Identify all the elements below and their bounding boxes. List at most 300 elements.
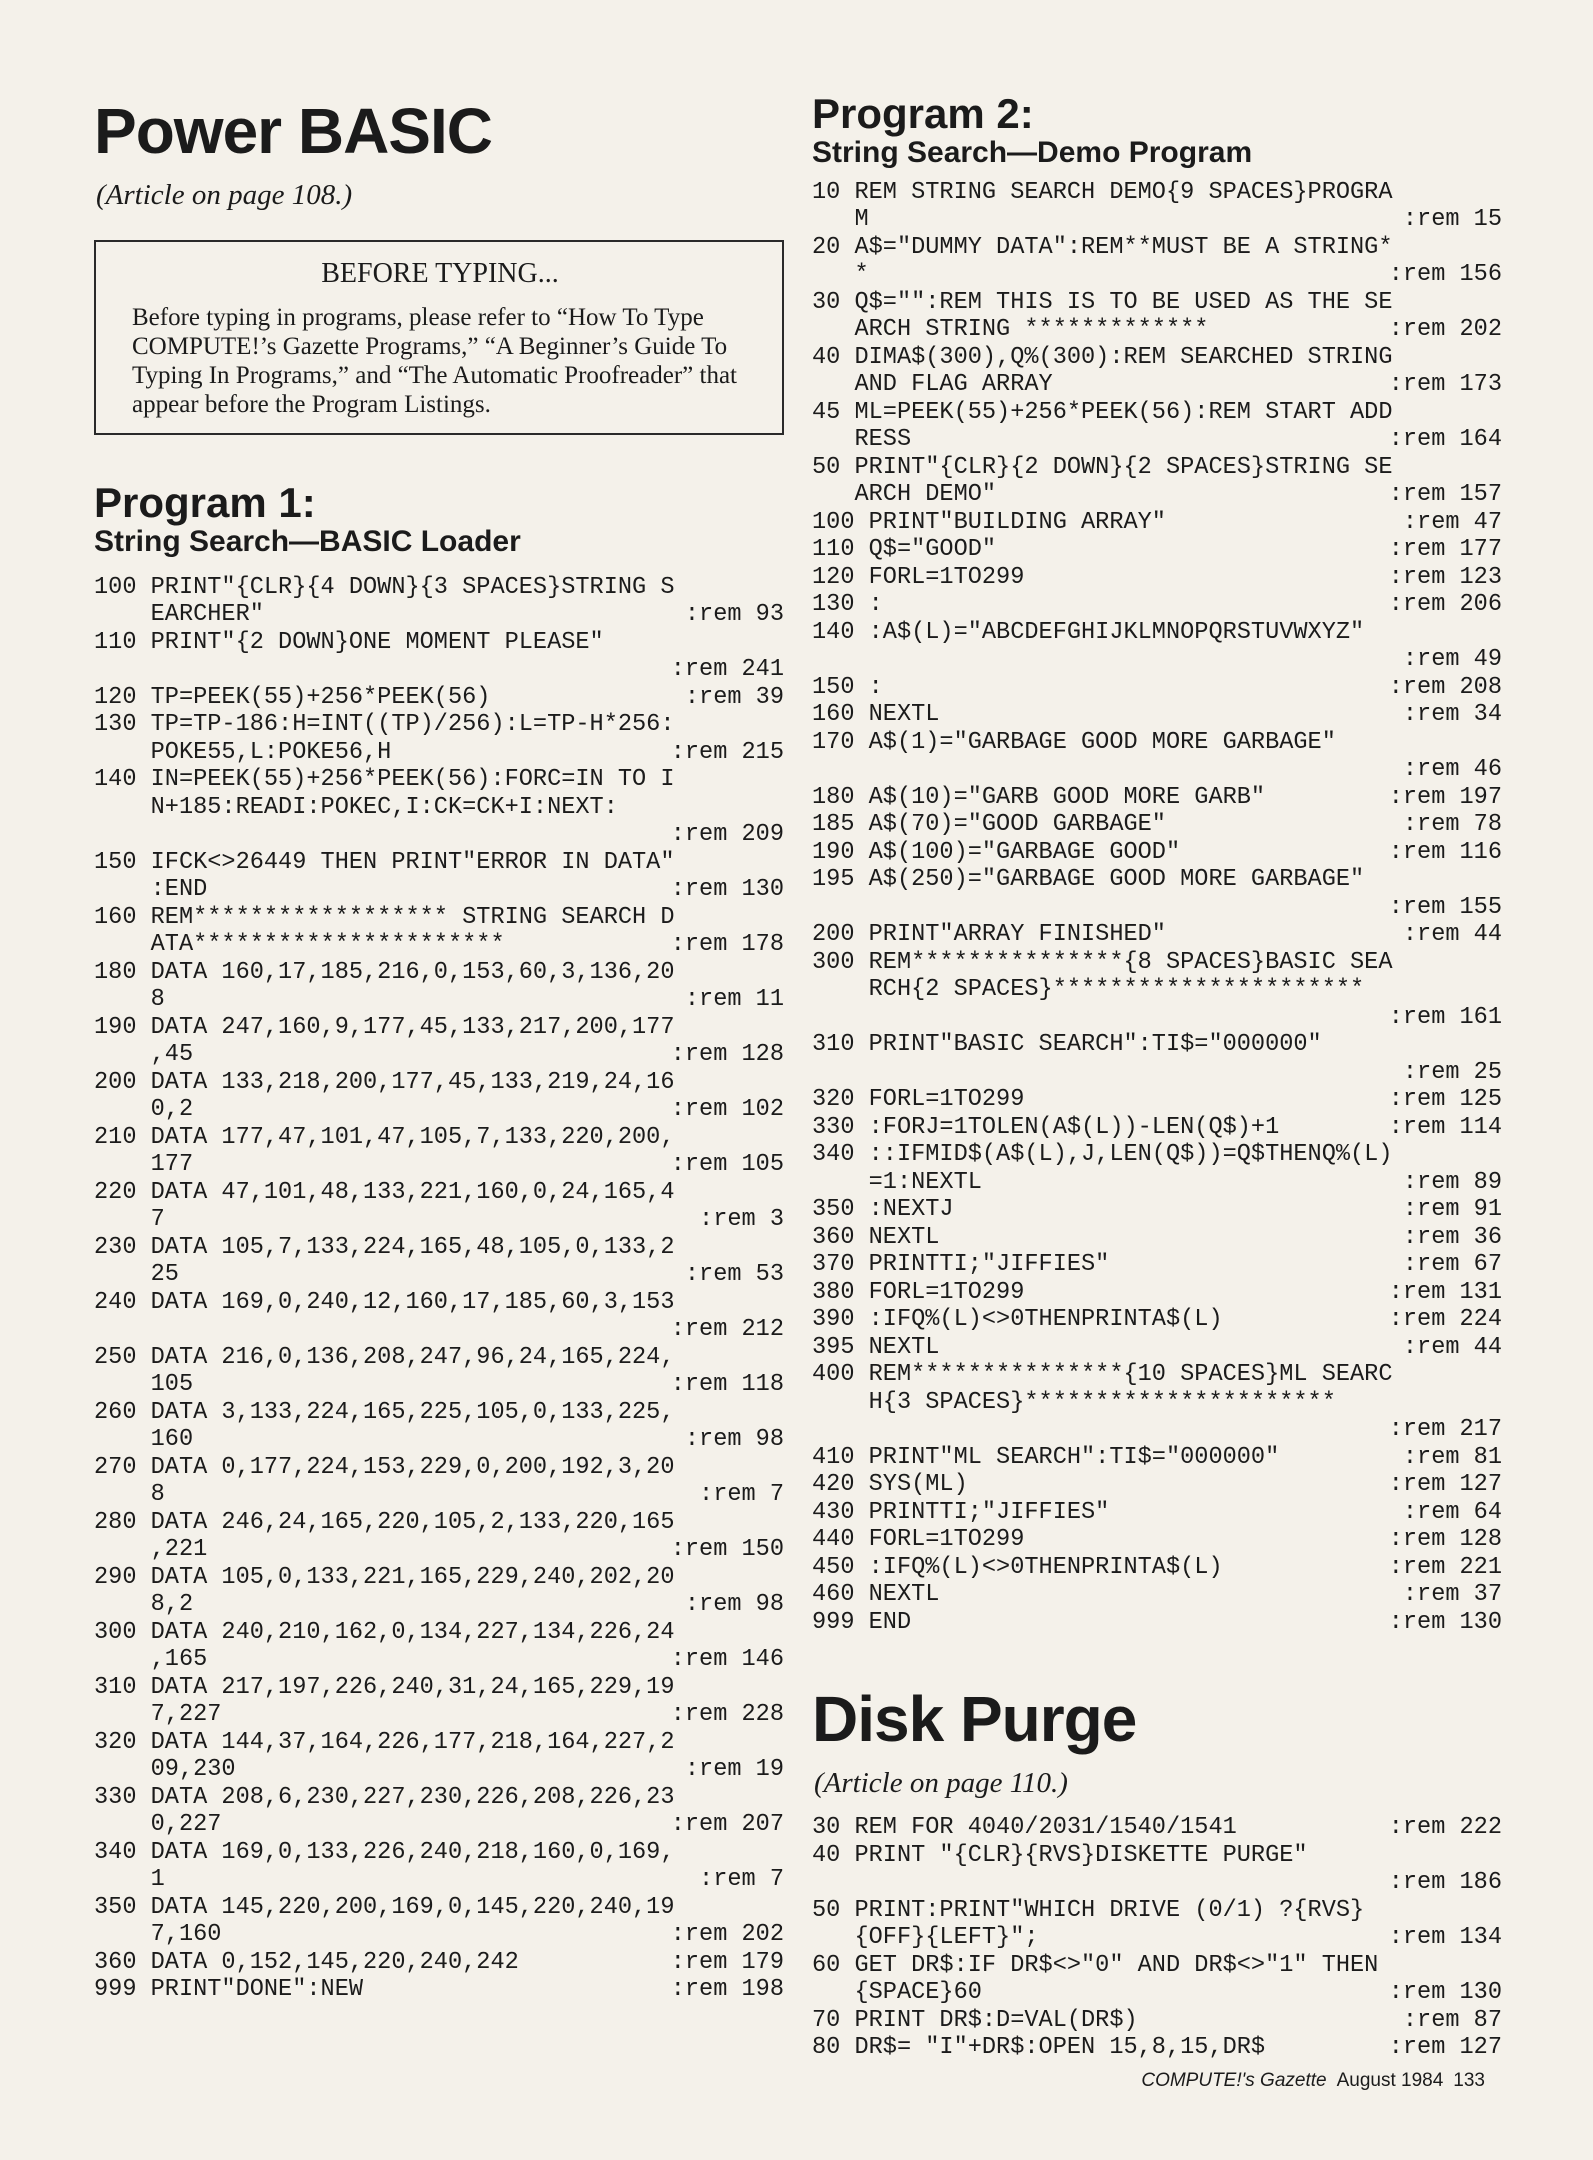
program1-title: Program 1:	[94, 479, 316, 527]
code-line	[812, 729, 1502, 757]
checksum-rem: :rem 91	[1402, 1196, 1502, 1224]
code-line	[94, 1536, 784, 1564]
code-line	[812, 811, 1502, 839]
code-text: 10 REM STRING SEARCH DEMO{9 SPACES}PROGRA	[812, 178, 1393, 206]
code-text: N+185:READI:POKEC,I:CK=CK+I:NEXT:	[94, 793, 618, 821]
code-line	[94, 1756, 784, 1784]
code-text: 150 :	[812, 673, 883, 701]
code-text: 999 PRINT"DONE":NEW	[94, 1976, 364, 2004]
code-text: ,165	[94, 1646, 208, 1674]
code-text: 100 PRINT"{CLR}{4 DOWN}{3 SPACES}STRING S	[94, 573, 675, 601]
code-text: 1	[94, 1866, 165, 1894]
code-text: 8,2	[94, 1591, 194, 1619]
checksum-rem: :rem 49	[1402, 646, 1502, 674]
code-line	[812, 866, 1502, 894]
code-text: ,221	[94, 1536, 208, 1564]
checksum-rem: :rem 212	[670, 1316, 784, 1344]
checksum-rem: :rem 116	[1388, 838, 1502, 866]
checksum-rem: :rem 224	[1388, 1306, 1502, 1334]
code-line	[94, 794, 784, 822]
checksum-rem: :rem 7	[699, 1866, 784, 1894]
code-text: 7	[94, 1206, 165, 1234]
code-line	[812, 1471, 1502, 1499]
code-line	[812, 1952, 1502, 1980]
code-text: 200 PRINT"ARRAY FINISHED"	[812, 921, 1166, 949]
code-line	[94, 739, 784, 767]
code-line	[812, 1526, 1502, 1554]
code-text: 360 DATA 0,152,145,220,240,242	[94, 1948, 519, 1976]
code-line	[812, 1842, 1502, 1870]
checksum-rem: :rem 207	[670, 1811, 784, 1839]
checksum-rem: :rem 178	[670, 931, 784, 959]
program2-subtitle: String Search—Demo Program	[812, 136, 1253, 170]
code-text: RCH{2 SPACES}**********************	[812, 976, 1365, 1004]
code-text: 140 :A$(L)="ABCDEFGHIJKLMNOPQRSTUVWXYZ"	[812, 618, 1365, 646]
code-text: 177	[94, 1151, 194, 1179]
code-text: 120 TP=PEEK(55)+256*PEEK(56)	[94, 683, 491, 711]
checksum-rem: :rem 3	[699, 1206, 784, 1234]
code-text: EARCHER"	[94, 601, 264, 629]
code-text: :END	[94, 876, 208, 904]
right-column	[812, 92, 1502, 2062]
checksum-rem: :rem 155	[1388, 893, 1502, 921]
checksum-rem: :rem 125	[1388, 1086, 1502, 1114]
checksum-rem: :rem 202	[1388, 316, 1502, 344]
checksum-rem: :rem 98	[684, 1426, 784, 1454]
code-line	[812, 1031, 1502, 1059]
code-text: 130 :	[812, 591, 883, 619]
code-line	[812, 509, 1502, 537]
code-text: 310 PRINT"BASIC SEARCH":TI$="000000"	[812, 1031, 1322, 1059]
code-text: 400 REM***************{10 SPACES}ML SEARC	[812, 1361, 1393, 1389]
code-text: 140 IN=PEEK(55)+256*PEEK(56):FORC=IN TO I	[94, 766, 675, 794]
checksum-rem: :rem 39	[684, 683, 784, 711]
code-text: 410 PRINT"ML SEARCH":TI$="000000"	[812, 1443, 1280, 1471]
code-line	[812, 1141, 1502, 1169]
code-text: 450 :IFQ%(L)<>0THENPRINTA$(L)	[812, 1553, 1223, 1581]
code-line	[812, 839, 1502, 867]
code-text: 150 IFCK<>26449 THEN PRINT"ERROR IN DATA"	[94, 848, 675, 876]
code-line	[812, 1306, 1502, 1334]
checksum-rem: :rem 198	[670, 1976, 784, 2004]
checksum-rem: :rem 186	[1388, 1869, 1502, 1897]
code-text: 180 A$(10)="GARB GOOD MORE GARB"	[812, 783, 1266, 811]
code-line	[94, 1784, 784, 1812]
code-text: 105	[94, 1371, 194, 1399]
code-line	[812, 1869, 1502, 1897]
checksum-rem: :rem 7	[699, 1481, 784, 1509]
code-line	[94, 1619, 784, 1647]
code-text: ATA**********************	[94, 931, 505, 959]
article-page-note: (Article on page 108.)	[96, 179, 353, 212]
checksum-rem: :rem 81	[1402, 1443, 1502, 1471]
checksum-rem: :rem 164	[1388, 426, 1502, 454]
program1-listing	[94, 574, 784, 2004]
code-line	[812, 1924, 1502, 1952]
checksum-rem: :rem 46	[1402, 756, 1502, 784]
code-line	[94, 1976, 784, 2004]
code-text: 200 DATA 133,218,200,177,45,133,219,24,16	[94, 1068, 675, 1096]
code-text: 340 ::IFMID$(A$(L),J,LEN(Q$))=Q$THENQ%(L)	[812, 1141, 1393, 1169]
code-text: 110 Q$="GOOD"	[812, 536, 997, 564]
code-text: 160	[94, 1426, 194, 1454]
code-line	[812, 674, 1502, 702]
code-line	[94, 986, 784, 1014]
checksum-rem: :rem 128	[670, 1041, 784, 1069]
code-text: 330 :FORJ=1TOLEN(A$(L))-LEN(Q$)+1	[812, 1113, 1280, 1141]
code-text: 0,227	[94, 1811, 222, 1839]
code-text: 45 ML=PEEK(55)+256*PEEK(56):REM START ADD	[812, 398, 1393, 426]
code-line	[94, 1894, 784, 1922]
checksum-rem: :rem 64	[1402, 1498, 1502, 1526]
checksum-rem: :rem 44	[1402, 1333, 1502, 1361]
code-line	[94, 711, 784, 739]
code-text: 340 DATA 169,0,133,226,240,218,160,0,169,	[94, 1838, 675, 1866]
code-line	[812, 454, 1502, 482]
left-column	[94, 95, 784, 2004]
code-text: 420 SYS(ML)	[812, 1471, 968, 1499]
code-line	[94, 1729, 784, 1757]
code-text: 130 TP=TP-186:H=INT((TP)/256):L=TP-H*256:	[94, 711, 675, 739]
code-line	[94, 1839, 784, 1867]
checksum-rem: :rem 202	[670, 1921, 784, 1949]
code-line	[812, 1897, 1502, 1925]
checksum-rem: :rem 156	[1388, 261, 1502, 289]
code-text: 40 PRINT "{CLR}{RVS}DISKETTE PURGE"	[812, 1841, 1308, 1869]
code-line	[94, 821, 784, 849]
checksum-rem: :rem 241	[670, 656, 784, 684]
code-line	[94, 1206, 784, 1234]
code-line	[812, 1196, 1502, 1224]
code-line	[94, 1866, 784, 1894]
checksum-rem: :rem 47	[1402, 508, 1502, 536]
code-text: 60 GET DR$:IF DR$<>"0" AND DR$<>"1" THEN	[812, 1951, 1379, 1979]
code-line	[812, 591, 1502, 619]
code-line	[94, 1426, 784, 1454]
code-line	[94, 1701, 784, 1729]
checksum-rem: :rem 127	[1388, 2034, 1502, 2062]
checksum-rem: :rem 222	[1388, 1814, 1502, 1842]
disk-purge-page-note: (Article on page 110.)	[814, 1767, 1068, 1800]
code-line	[94, 1564, 784, 1592]
code-text: 110 PRINT"{2 DOWN}ONE MOMENT PLEASE"	[94, 628, 604, 656]
checksum-rem: :rem 177	[1388, 536, 1502, 564]
code-text: POKE55,L:POKE56,H	[94, 738, 392, 766]
code-line	[812, 261, 1502, 289]
code-line	[812, 756, 1502, 784]
code-line	[94, 959, 784, 987]
code-text: 8	[94, 986, 165, 1014]
checksum-rem: :rem 36	[1402, 1223, 1502, 1251]
checksum-rem: :rem 15	[1402, 206, 1502, 234]
code-text: 395 NEXTL	[812, 1333, 940, 1361]
code-line	[94, 1509, 784, 1537]
checksum-rem: :rem 157	[1388, 481, 1502, 509]
code-line	[812, 1004, 1502, 1032]
code-line	[812, 646, 1502, 674]
code-text: ARCH STRING *************	[812, 316, 1209, 344]
code-line	[812, 481, 1502, 509]
code-text: {SPACE}60	[812, 1979, 982, 2007]
checksum-rem: :rem 131	[1388, 1278, 1502, 1306]
checksum-rem: :rem 114	[1388, 1113, 1502, 1141]
code-line	[812, 179, 1502, 207]
code-line	[94, 766, 784, 794]
checksum-rem: :rem 130	[1388, 1979, 1502, 2007]
footer-issue: August 1984	[1336, 2070, 1444, 2091]
footer-magazine: COMPUTE!'s Gazette	[1141, 2070, 1327, 2091]
checksum-rem: :rem 53	[684, 1261, 784, 1289]
code-line	[812, 1609, 1502, 1637]
footer-page-number: 133	[1453, 2070, 1485, 2091]
code-line	[812, 784, 1502, 812]
program1-subtitle: String Search—BASIC Loader	[94, 525, 521, 559]
code-line	[94, 1481, 784, 1509]
code-text: 170 A$(1)="GARBAGE GOOD MORE GARBAGE"	[812, 728, 1336, 756]
code-text: 30 REM FOR 4040/2031/1540/1541	[812, 1814, 1237, 1842]
code-line	[94, 1674, 784, 1702]
code-line	[94, 1316, 784, 1344]
checksum-rem: :rem 44	[1402, 921, 1502, 949]
code-text: 09,230	[94, 1756, 236, 1784]
code-line	[812, 2007, 1502, 2035]
code-line	[94, 931, 784, 959]
code-text: 370 PRINTTI;"JIFFIES"	[812, 1251, 1110, 1279]
code-text: 30 Q$="":REM THIS IS TO BE USED AS THE SE	[812, 288, 1393, 316]
checksum-rem: :rem 209	[670, 821, 784, 849]
checksum-rem: :rem 127	[1388, 1471, 1502, 1499]
code-line	[812, 234, 1502, 262]
code-text: 250 DATA 216,0,136,208,247,96,24,165,224,	[94, 1343, 675, 1371]
page-footer	[1131, 2070, 1485, 2092]
program2-listing	[812, 179, 1502, 1637]
code-line	[812, 1114, 1502, 1142]
code-text: 260 DATA 3,133,224,165,225,105,0,133,225,	[94, 1398, 675, 1426]
code-line	[812, 1389, 1502, 1417]
code-text: 70 PRINT DR$:D=VAL(DR$)	[812, 2006, 1138, 2034]
code-text: 320 FORL=1TO299	[812, 1086, 1025, 1114]
checksum-rem: :rem 150	[670, 1536, 784, 1564]
code-text: 7,227	[94, 1701, 222, 1729]
code-line	[812, 1169, 1502, 1197]
checksum-rem: :rem 67	[1402, 1251, 1502, 1279]
code-line	[812, 316, 1502, 344]
code-line	[94, 1344, 784, 1372]
code-text: 440 FORL=1TO299	[812, 1526, 1025, 1554]
code-line	[94, 1124, 784, 1152]
code-line	[812, 1444, 1502, 1472]
checksum-rem: :rem 11	[684, 986, 784, 1014]
checksum-rem: :rem 105	[670, 1151, 784, 1179]
article-title-disk-purge: Disk Purge	[812, 1683, 1137, 1756]
code-line	[812, 426, 1502, 454]
code-text: 320 DATA 144,37,164,226,177,218,164,227,2	[94, 1728, 675, 1756]
article-title-power-basic: Power BASIC	[94, 95, 492, 167]
code-text: 40 DIMA$(300),Q%(300):REM SEARCHED STRING	[812, 343, 1393, 371]
code-text: 50 PRINT:PRINT"WHICH DRIVE (0/1) ?{RVS}	[812, 1896, 1365, 1924]
code-text: H{3 SPACES}**********************	[812, 1388, 1336, 1416]
code-line	[94, 1151, 784, 1179]
code-text: 360 NEXTL	[812, 1223, 940, 1251]
code-text: 20 A$="DUMMY DATA":REM**MUST BE A STRING*	[812, 233, 1393, 261]
code-text: 280 DATA 246,24,165,220,105,2,133,220,165	[94, 1508, 675, 1536]
code-text: 180 DATA 160,17,185,216,0,153,60,3,136,20	[94, 958, 675, 986]
code-line	[812, 619, 1502, 647]
code-line	[94, 1591, 784, 1619]
code-text: 999 END	[812, 1608, 912, 1636]
checksum-rem: :rem 37	[1402, 1581, 1502, 1609]
code-line	[94, 1811, 784, 1839]
code-line	[94, 1289, 784, 1317]
code-text: 0,2	[94, 1096, 194, 1124]
code-text: 290 DATA 105,0,133,221,165,229,240,202,20	[94, 1563, 675, 1591]
checksum-rem: :rem 197	[1388, 783, 1502, 811]
before-typing-box	[94, 240, 784, 435]
code-text: 390 :IFQ%(L)<>0THENPRINTA$(L)	[812, 1306, 1223, 1334]
code-line	[812, 1251, 1502, 1279]
code-text: *	[812, 261, 869, 289]
code-text: 190 DATA 247,160,9,177,45,133,217,200,177	[94, 1013, 675, 1041]
checksum-rem: :rem 217	[1388, 1416, 1502, 1444]
code-line	[94, 1096, 784, 1124]
code-line	[94, 1179, 784, 1207]
code-text: 7,160	[94, 1921, 222, 1949]
checksum-rem: :rem 221	[1388, 1553, 1502, 1581]
code-text: =1:NEXTL	[812, 1168, 982, 1196]
code-line	[812, 1361, 1502, 1389]
notice-heading: BEFORE TYPING...	[321, 258, 559, 290]
code-line	[812, 1334, 1502, 1362]
code-text: 350 :NEXTJ	[812, 1196, 954, 1224]
code-line	[94, 1454, 784, 1482]
code-text: 330 DATA 208,6,230,227,230,226,208,226,23	[94, 1783, 675, 1811]
code-text: 8	[94, 1481, 165, 1509]
code-line	[94, 1261, 784, 1289]
code-text: 430 PRINTTI;"JIFFIES"	[812, 1498, 1110, 1526]
code-line	[812, 536, 1502, 564]
checksum-rem: :rem 78	[1402, 811, 1502, 839]
checksum-rem: :rem 89	[1402, 1168, 1502, 1196]
code-line	[94, 1949, 784, 1977]
checksum-rem: :rem 179	[670, 1948, 784, 1976]
code-text: M	[812, 206, 869, 234]
code-text: 210 DATA 177,47,101,47,105,7,133,220,200,	[94, 1123, 675, 1151]
code-line	[94, 849, 784, 877]
code-text: 100 PRINT"BUILDING ARRAY"	[812, 508, 1166, 536]
checksum-rem: :rem 130	[670, 876, 784, 904]
code-line	[94, 684, 784, 712]
notice-body: Before typing in programs, please refer to “How To Type COMPUTE!’s Gazette Programs,” “A Beginner’s Guide To Typing In Programs,” and “The Automatic Proofreader” that appear before the Program Listings.	[132, 304, 738, 418]
code-text: 220 DATA 47,101,48,133,221,160,0,24,165,4	[94, 1178, 675, 1206]
code-line	[812, 1086, 1502, 1114]
code-line	[812, 206, 1502, 234]
code-line	[812, 1554, 1502, 1582]
code-line	[812, 1059, 1502, 1087]
code-line	[812, 976, 1502, 1004]
code-text: 160 REM****************** STRING SEARCH D	[94, 903, 675, 931]
code-line	[812, 894, 1502, 922]
checksum-rem: :rem 206	[1388, 591, 1502, 619]
program2-title: Program 2:	[812, 90, 1034, 137]
code-line	[94, 904, 784, 932]
code-text: 190 A$(100)="GARBAGE GOOD"	[812, 838, 1181, 866]
code-line	[812, 344, 1502, 372]
code-line	[812, 564, 1502, 592]
code-line	[94, 574, 784, 602]
checksum-rem: :rem 146	[670, 1646, 784, 1674]
code-text: 350 DATA 145,220,200,169,0,145,220,240,19	[94, 1893, 675, 1921]
code-text: ARCH DEMO"	[812, 481, 997, 509]
checksum-rem: :rem 87	[1402, 2006, 1502, 2034]
code-line	[94, 629, 784, 657]
code-line	[812, 2034, 1502, 2062]
code-line	[94, 1399, 784, 1427]
checksum-rem: :rem 208	[1388, 673, 1502, 701]
code-line	[812, 1224, 1502, 1252]
code-line	[812, 371, 1502, 399]
code-line	[812, 1979, 1502, 2007]
code-text: 300 REM***************{8 SPACES}BASIC SEA	[812, 948, 1393, 976]
code-text: 270 DATA 0,177,224,153,229,0,200,192,3,20	[94, 1453, 675, 1481]
code-text: 120 FORL=1TO299	[812, 563, 1025, 591]
code-text: 80 DR$= "I"+DR$:OPEN 15,8,15,DR$	[812, 2034, 1266, 2062]
code-line	[94, 1921, 784, 1949]
checksum-rem: :rem 130	[1388, 1608, 1502, 1636]
code-text: 460 NEXTL	[812, 1581, 940, 1609]
checksum-rem: :rem 128	[1388, 1526, 1502, 1554]
code-line	[812, 921, 1502, 949]
code-line	[812, 1581, 1502, 1609]
checksum-rem: :rem 19	[684, 1756, 784, 1784]
checksum-rem: :rem 102	[670, 1096, 784, 1124]
checksum-rem: :rem 173	[1388, 371, 1502, 399]
code-line	[812, 399, 1502, 427]
code-text: 185 A$(70)="GOOD GARBAGE"	[812, 811, 1166, 839]
code-text: 50 PRINT"{CLR}{2 DOWN}{2 SPACES}STRING SE	[812, 453, 1393, 481]
code-line	[94, 1069, 784, 1097]
code-line	[812, 1499, 1502, 1527]
code-text: 195 A$(250)="GARBAGE GOOD MORE GARBAGE"	[812, 866, 1365, 894]
code-line	[94, 1646, 784, 1674]
checksum-rem: :rem 134	[1388, 1924, 1502, 1952]
code-line	[812, 701, 1502, 729]
checksum-rem: :rem 118	[670, 1371, 784, 1399]
disk-purge-listing	[812, 1814, 1502, 2062]
code-text: RESS	[812, 426, 912, 454]
code-line	[94, 656, 784, 684]
code-text: 240 DATA 169,0,240,12,160,17,185,60,3,153	[94, 1288, 675, 1316]
checksum-rem: :rem 98	[684, 1591, 784, 1619]
checksum-rem: :rem 34	[1402, 701, 1502, 729]
checksum-rem: :rem 93	[684, 601, 784, 629]
code-text: 300 DATA 240,210,162,0,134,227,134,226,24	[94, 1618, 675, 1646]
code-text: 380 FORL=1TO299	[812, 1278, 1025, 1306]
code-text: ,45	[94, 1041, 194, 1069]
code-text: 160 NEXTL	[812, 701, 940, 729]
checksum-rem: :rem 123	[1388, 563, 1502, 591]
code-line	[94, 1014, 784, 1042]
code-line	[812, 949, 1502, 977]
code-text: 25	[94, 1261, 179, 1289]
code-line	[812, 289, 1502, 317]
checksum-rem: :rem 161	[1388, 1003, 1502, 1031]
code-line	[812, 1279, 1502, 1307]
code-line	[94, 1234, 784, 1262]
checksum-rem: :rem 215	[670, 738, 784, 766]
code-text: 310 DATA 217,197,226,240,31,24,165,229,19	[94, 1673, 675, 1701]
code-line	[812, 1416, 1502, 1444]
code-text: {OFF}{LEFT}";	[812, 1924, 1039, 1952]
